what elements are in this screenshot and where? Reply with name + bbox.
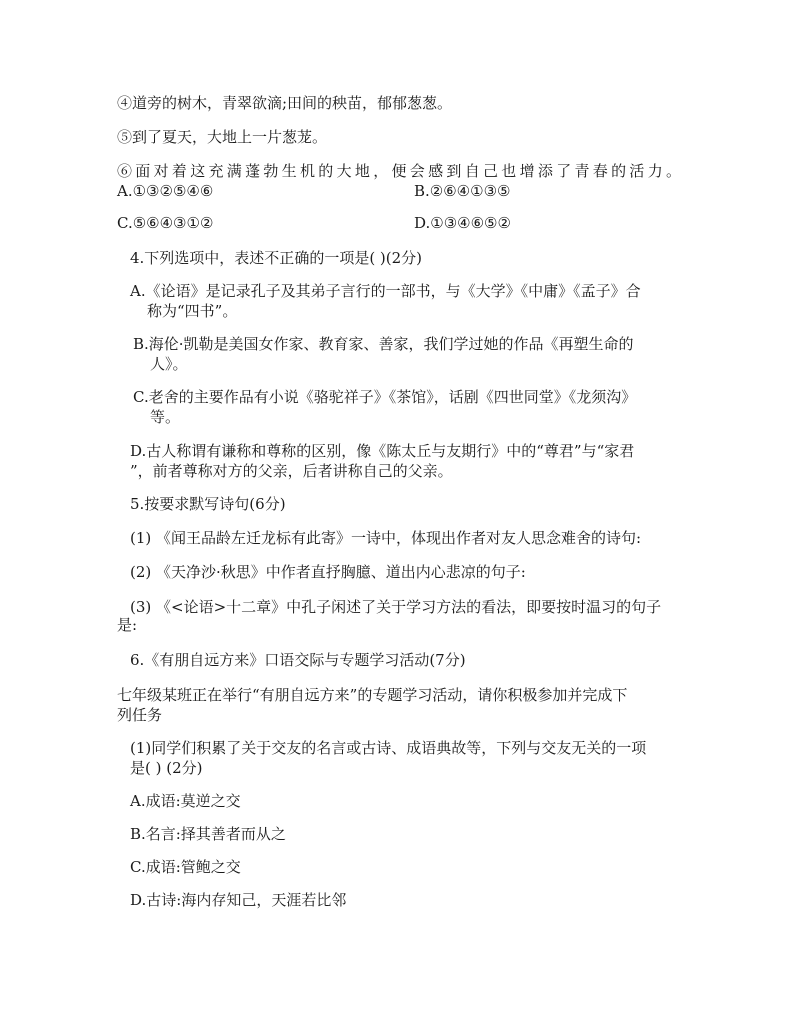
q6-part1-line2: 是( ) (2分) xyxy=(130,759,203,777)
q6-stem: 6.《有朋自远方来》口语交际与专题学习活动(7分) xyxy=(130,651,466,669)
q6-intro-line1: 七年级某班正在举行“有朋自远方来”的专题学习活动，请你积极参加并完成下 xyxy=(117,686,628,704)
q4-option-c-line2: 等。 xyxy=(150,408,181,426)
q5-item-2: (2) 《天净沙·秋思》中作者直抒胸臆、道出内心悲凉的句子: xyxy=(130,563,526,581)
q3-option-c: C.⑤⑥④③①② xyxy=(117,214,214,232)
q3-option-d: D.①③④⑥⑤② xyxy=(414,214,511,232)
q5-item-3-line2: 是: xyxy=(117,616,138,634)
sentence-4: ④道旁的树木，青翠欲滴;田间的秧苗，郁郁葱葱。 xyxy=(117,94,453,112)
q4-option-d-line1: D.古人称谓有谦称和尊称的区别，像《陈太丘与友期行》中的“尊君”与“家君 xyxy=(130,442,635,460)
q5-item-3-line1: (3) 《<论语>十二章》中孔子闲述了关于学习方法的看法，即要按时温习的句子 xyxy=(130,598,662,616)
q6-part1-line1: (1)同学们积累了关于交友的名言或古诗、成语典故等，下列与交友无关的一项 xyxy=(130,739,647,757)
q4-option-b-line1: B.海伦·凯勒是美国女作家、教育家、善家，我们学过她的作品《再塑生命的 xyxy=(133,335,634,353)
q6-option-a: A.成语:莫逆之交 xyxy=(130,792,241,810)
q5-item-1: (1) 《闻王品龄左迁龙标有此寄》一诗中，体现出作者对友人思念难舍的诗句: xyxy=(130,529,642,547)
q5-stem: 5.按要求默写诗句(6分) xyxy=(130,495,286,513)
q4-option-a-line2: 称为“四书”。 xyxy=(147,302,238,320)
q3-option-a: A.①③②⑤④⑥ xyxy=(117,182,214,200)
q3-option-b: B.②⑥④①③⑤ xyxy=(414,182,511,200)
q4-stem: 4.下列选项中，表述不正确的一项是( )(2分) xyxy=(130,249,423,267)
q4-option-d-line2: ”，前者尊称对方的父亲，后者讲称自己的父亲。 xyxy=(130,462,453,480)
sentence-5: ⑤到了夏天，大地上一片葱茏。 xyxy=(117,128,328,146)
q6-option-c: C.成语:管鲍之交 xyxy=(130,858,241,876)
q6-option-b: B.名言:择其善者而从之 xyxy=(130,825,286,843)
q6-intro-line2: 列任务 xyxy=(117,706,163,724)
sentence-6: ⑥面对着这充满蓬勃生机的大地，便会感到自己也增添了青春的活力。 xyxy=(117,162,685,180)
q6-option-d: D.古诗:海内存知己，天涯若比邻 xyxy=(130,891,347,909)
q4-option-b-line2: 人》。 xyxy=(150,355,188,373)
q4-option-c-line1: C.老舍的主要作品有小说《骆驼祥子》《茶馆》，话剧《四世同堂》《龙须沟》 xyxy=(133,388,637,406)
q4-option-a-line1: A.《论语》是记录孔子及其弟子言行的一部书，与《大学》《中庸》《孟子》合 xyxy=(130,282,641,300)
